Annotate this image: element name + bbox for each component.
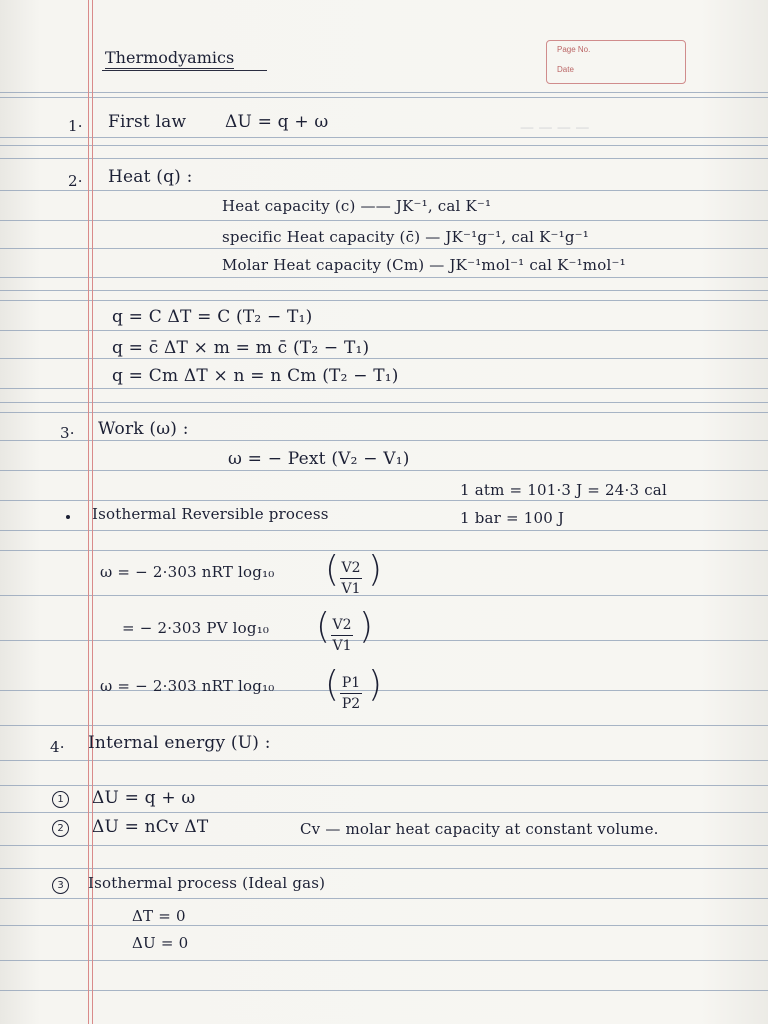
ruled-line bbox=[0, 785, 768, 786]
isothermal-eq1-fraction bbox=[340, 560, 362, 597]
ruled-line bbox=[0, 388, 768, 389]
margin-line-left bbox=[88, 0, 89, 1024]
atm-conversion: 1 atm = 101·3 J = 24·3 cal bbox=[460, 481, 667, 499]
ruled-line bbox=[0, 358, 768, 359]
ruled-line bbox=[0, 145, 768, 146]
open-paren: ( bbox=[325, 664, 340, 705]
heat-capacity-line: Heat capacity (c) —— JK⁻¹, cal K⁻¹ bbox=[222, 197, 492, 215]
ruled-line bbox=[0, 868, 768, 869]
ruled-line bbox=[0, 220, 768, 221]
section-3-heading: Work (ω) : bbox=[98, 419, 189, 439]
isothermal-eq3-prefix: ω = − 2·303 nRT log₁₀ bbox=[100, 677, 275, 695]
section-4-heading: Internal energy (U) : bbox=[88, 733, 271, 753]
ruled-line bbox=[0, 595, 768, 596]
ruled-line bbox=[0, 640, 768, 641]
ruled-line bbox=[0, 412, 768, 413]
fraction-bar bbox=[340, 693, 362, 694]
fraction-bar bbox=[331, 635, 353, 636]
heat-equation-1: q = C ΔT = C (T₂ − T₁) bbox=[112, 307, 313, 327]
ruled-line bbox=[0, 158, 768, 159]
ruled-line bbox=[0, 330, 768, 331]
open-paren: ( bbox=[325, 549, 340, 590]
ruled-line bbox=[0, 470, 768, 471]
ruled-line bbox=[0, 760, 768, 761]
ruled-line bbox=[0, 248, 768, 249]
close-paren: ) bbox=[368, 664, 383, 705]
page-number-box bbox=[546, 40, 686, 84]
page-title: Thermodyamics bbox=[105, 48, 235, 67]
isothermal-heading: Isothermal Reversible process bbox=[92, 505, 329, 523]
section-3-number: 3· bbox=[60, 424, 75, 442]
bullet-point bbox=[66, 515, 70, 519]
ruled-line bbox=[0, 990, 768, 991]
isothermal-eq1-prefix: ω = − 2·303 nRT log₁₀ bbox=[100, 563, 275, 581]
isothermal-eq3-fraction bbox=[340, 675, 362, 712]
isothermal-eq2-fraction bbox=[331, 617, 353, 654]
ruled-line bbox=[0, 500, 768, 501]
molar-heat-capacity-line: Molar Heat capacity (Cm) — JK⁻¹mol⁻¹ cal K⁻¹mol⁻¹ bbox=[222, 256, 626, 274]
specific-heat-capacity-line: specific Heat capacity (c̄) — JK⁻¹g⁻¹, cal K⁻¹g⁻¹ bbox=[222, 228, 589, 246]
section-1-heading: First law bbox=[108, 112, 187, 132]
fraction-numerator: V2 bbox=[332, 617, 352, 633]
ruled-line bbox=[0, 440, 768, 441]
ruled-line bbox=[0, 92, 768, 93]
ruled-line bbox=[0, 960, 768, 961]
section-4-number: 4· bbox=[50, 738, 65, 756]
ruled-line bbox=[0, 190, 768, 191]
ruled-line bbox=[0, 845, 768, 846]
ruled-line bbox=[0, 97, 768, 98]
internal-energy-eq1: ΔU = q + ω bbox=[92, 788, 196, 808]
isothermal-eq2-prefix: = − 2·303 PV log₁₀ bbox=[122, 619, 270, 637]
item-3-marker: 3 bbox=[52, 877, 69, 894]
isothermal-ideal-gas-heading: Isothermal process (Ideal gas) bbox=[88, 874, 326, 892]
page-no-label: Page No. bbox=[557, 45, 591, 54]
title-underline bbox=[102, 70, 267, 71]
cv-definition: Cv — molar heat capacity at constant volume. bbox=[300, 820, 659, 838]
open-paren: ( bbox=[316, 606, 331, 647]
fraction-denominator: P2 bbox=[341, 696, 361, 712]
ruled-line bbox=[0, 812, 768, 813]
date-label: Date bbox=[557, 65, 574, 74]
section-2-number: 2· bbox=[68, 172, 83, 190]
section-1-number: 1· bbox=[68, 117, 83, 135]
ruled-line bbox=[0, 300, 768, 301]
fraction-numerator: V2 bbox=[341, 560, 361, 576]
ruled-line bbox=[0, 925, 768, 926]
ruled-line bbox=[0, 277, 768, 278]
fraction-bar bbox=[340, 578, 362, 579]
delta-t-zero: ΔT = 0 bbox=[132, 907, 186, 925]
heat-equation-2: q = c̄ ΔT × m = m c̄ (T₂ − T₁) bbox=[112, 338, 370, 358]
ruled-line bbox=[0, 550, 768, 551]
first-law-equation: ΔU = q + ω bbox=[225, 112, 329, 132]
fraction-denominator: V1 bbox=[341, 581, 361, 597]
bleed-through-mark: — — — — bbox=[520, 120, 590, 136]
heat-equation-3: q = Cm ΔT × n = n Cm (T₂ − T₁) bbox=[112, 366, 399, 386]
delta-u-zero: ΔU = 0 bbox=[132, 934, 189, 952]
fraction-denominator: V1 bbox=[332, 638, 352, 654]
section-2-heading: Heat (q) : bbox=[108, 167, 193, 187]
item-1-marker: 1 bbox=[52, 791, 69, 808]
ruled-line bbox=[0, 898, 768, 899]
ruled-line bbox=[0, 725, 768, 726]
ruled-line bbox=[0, 290, 768, 291]
item-2-marker: 2 bbox=[52, 820, 69, 837]
ruled-line bbox=[0, 137, 768, 138]
close-paren: ) bbox=[359, 606, 374, 647]
ruled-line bbox=[0, 530, 768, 531]
fraction-numerator: P1 bbox=[341, 675, 361, 691]
bar-conversion: 1 bar = 100 J bbox=[460, 509, 565, 527]
internal-energy-eq2: ΔU = nCv ΔT bbox=[92, 817, 209, 837]
close-paren: ) bbox=[368, 549, 383, 590]
ruled-line bbox=[0, 402, 768, 403]
work-equation: ω = − Pext (V₂ − V₁) bbox=[228, 449, 410, 469]
